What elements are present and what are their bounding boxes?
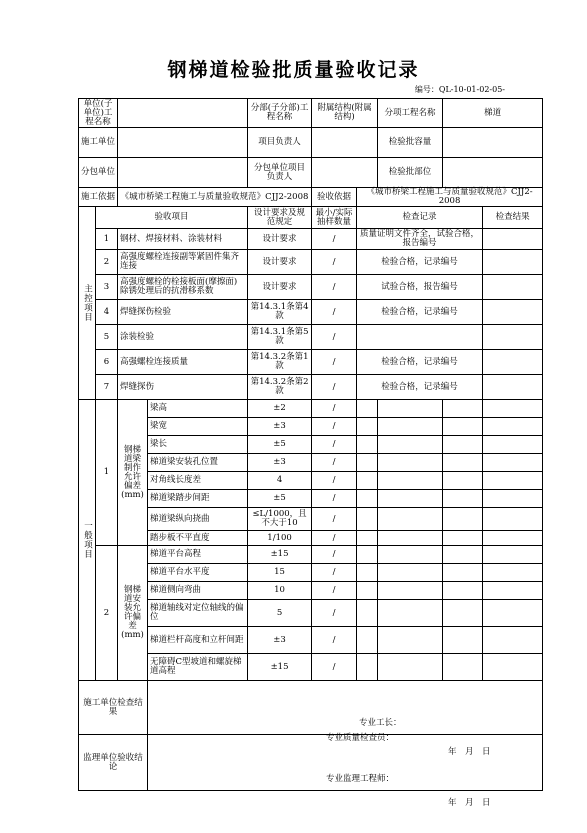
main-item-no: 3 <box>96 275 118 300</box>
main-item-row <box>79 275 543 300</box>
main-item-req: 设计要求 <box>248 275 312 300</box>
document-code: 编号：QL-10-01-02-05- <box>414 85 505 94</box>
general-item-req: ±3 <box>248 418 312 436</box>
general-item-result[interactable] <box>483 436 543 454</box>
general-item-sample[interactable]: / <box>312 400 357 418</box>
general-item-req: ±3 <box>248 454 312 472</box>
general-item-record-3[interactable] <box>443 531 483 546</box>
main-item-result[interactable] <box>483 250 543 275</box>
general-item-req: 10 <box>248 582 312 600</box>
foreman-label: 专业工长： <box>359 717 402 728</box>
general-item-req: 5 <box>248 600 312 627</box>
general-item-record-2[interactable] <box>378 418 443 436</box>
basis-label: 施工依据 <box>79 188 118 207</box>
general-item-record-1[interactable] <box>357 531 378 546</box>
general-item-req: 4 <box>248 472 312 490</box>
general-item-req: 1/100 <box>248 531 312 546</box>
main-item-record[interactable] <box>357 325 483 350</box>
general-item-record-1[interactable] <box>357 546 378 564</box>
main-item-name: 高强螺栓连接质量 <box>118 350 248 375</box>
subcontract-unit-label: 分包单位 <box>79 158 118 188</box>
general-item-record-3[interactable] <box>443 490 483 508</box>
header-row-2 <box>79 128 543 158</box>
general-item-record-3[interactable] <box>443 600 483 627</box>
unit-name-value[interactable] <box>118 99 248 128</box>
general-item-name: 梯道平台高程 <box>148 546 248 564</box>
general-item-name: 梯道平台水平度 <box>148 564 248 582</box>
supervision-row <box>79 735 543 791</box>
general-item-sample[interactable]: / <box>312 582 357 600</box>
group-1-no: 1 <box>96 400 118 546</box>
general-item-result[interactable] <box>483 600 543 627</box>
main-control-label: 主控项目 <box>79 207 96 400</box>
engineer-label: 专业监理工程师： <box>326 773 395 784</box>
general-item-record-2[interactable] <box>378 546 443 564</box>
main-item-row <box>79 375 543 400</box>
general-item-record-1[interactable] <box>357 508 378 531</box>
general-item-req: ±2 <box>248 400 312 418</box>
group-2-label: 钢梯道安装允许偏差(mm) <box>118 546 148 681</box>
col-sample-header: 最小/实际抽样数量 <box>312 207 357 229</box>
general-items-label: 一般项目 <box>79 400 96 681</box>
general-item-record-1[interactable] <box>357 627 378 654</box>
general-item-result[interactable] <box>483 546 543 564</box>
col-item-header: 验收项目 <box>96 207 248 229</box>
general-item-name: 梯道栏杆高度和立杆间距 <box>148 627 248 654</box>
main-item-name: 涂装检验 <box>118 325 248 350</box>
general-item-sample[interactable]: / <box>312 472 357 490</box>
main-item-row <box>79 229 543 250</box>
general-item-record-1[interactable] <box>357 436 378 454</box>
general-item-record-2[interactable] <box>378 564 443 582</box>
main-item-row <box>79 250 543 275</box>
project-manager-label: 项目负责人 <box>248 128 312 158</box>
project-manager-value[interactable] <box>312 128 378 158</box>
construction-result-label: 施工单位检查结果 <box>79 681 148 735</box>
main-item-row <box>79 325 543 350</box>
general-item-record-2[interactable] <box>378 600 443 627</box>
main-item-row <box>79 350 543 375</box>
general-row <box>79 600 543 627</box>
general-item-record-3[interactable] <box>443 400 483 418</box>
general-item-sample[interactable]: / <box>312 654 357 681</box>
general-row <box>79 436 543 454</box>
acceptance-value: 《城市桥梁工程施工与质量验收规范》CJJ2-2008 <box>357 188 543 207</box>
general-item-record-2[interactable] <box>378 531 443 546</box>
general-item-req: ±5 <box>248 490 312 508</box>
batch-location-value[interactable] <box>443 158 543 188</box>
general-item-result[interactable] <box>483 418 543 436</box>
general-item-record-1[interactable] <box>357 472 378 490</box>
general-item-sample[interactable]: / <box>312 627 357 654</box>
main-item-record[interactable]: 试验合格，报告编号 <box>357 275 483 300</box>
general-item-req: ±15 <box>248 654 312 681</box>
main-item-no: 1 <box>96 229 118 250</box>
general-item-name: 无障碍C型坡道和螺旋梯道高程 <box>148 654 248 681</box>
general-row <box>79 627 543 654</box>
main-item-sample[interactable]: / <box>312 229 357 250</box>
general-item-record-3[interactable] <box>443 454 483 472</box>
main-item-record[interactable]: 质量证明文件齐全，试验合格，报告编号 <box>357 229 483 250</box>
general-item-result[interactable] <box>483 490 543 508</box>
general-item-record-2[interactable] <box>378 400 443 418</box>
general-row <box>79 472 543 490</box>
subcontract-manager-label: 分包单位项目负责人 <box>248 158 312 188</box>
supervision-label: 监理单位验收结论 <box>79 735 148 791</box>
main-item-name: 高强度螺栓的栓接板面(摩擦面)除锈处理后的抗滑移系数 <box>118 275 248 300</box>
general-item-record-2[interactable] <box>378 436 443 454</box>
supervision-date: 年 月 日 <box>448 797 491 808</box>
general-item-record-3[interactable] <box>443 654 483 681</box>
general-item-sample[interactable]: / <box>312 531 357 546</box>
general-item-record-1[interactable] <box>357 490 378 508</box>
main-item-no: 5 <box>96 325 118 350</box>
general-item-record-1[interactable] <box>357 654 378 681</box>
main-item-req: 第14.3.2条第1款 <box>248 350 312 375</box>
group-1-label: 钢梯道梁制作允许偏差(mm) <box>118 400 148 546</box>
general-item-record-1[interactable] <box>357 400 378 418</box>
general-item-record-2[interactable] <box>378 472 443 490</box>
group-2-no: 2 <box>96 546 118 681</box>
general-item-record-1[interactable] <box>357 600 378 627</box>
general-item-name: 梯道梁踏步间距 <box>148 490 248 508</box>
subcontract-manager-value[interactable] <box>312 158 378 188</box>
general-item-req: 15 <box>248 564 312 582</box>
general-item-record-3[interactable] <box>443 472 483 490</box>
general-row <box>79 454 543 472</box>
general-item-name: 梁宽 <box>148 418 248 436</box>
general-item-record-3[interactable] <box>443 582 483 600</box>
general-item-name: 踏步板不平直度 <box>148 531 248 546</box>
main-item-sample[interactable]: / <box>312 250 357 275</box>
construction-unit-label: 施工单位 <box>79 128 118 158</box>
header-row-1 <box>79 99 543 128</box>
general-item-record-3[interactable] <box>443 418 483 436</box>
main-item-req: 设计要求 <box>248 250 312 275</box>
general-item-result[interactable] <box>483 531 543 546</box>
construction-result-area[interactable] <box>148 681 543 757</box>
acceptance-label: 验收依据 <box>312 188 357 207</box>
sub-project-value[interactable]: 附属结构(附属结构) <box>312 99 378 128</box>
general-item-record-2[interactable] <box>378 582 443 600</box>
general-item-record-2[interactable] <box>378 627 443 654</box>
subcontract-unit-value[interactable] <box>118 158 248 188</box>
main-item-name: 焊缝探伤检验 <box>118 300 248 325</box>
general-item-result[interactable] <box>483 508 543 531</box>
general-item-sample[interactable]: / <box>312 418 357 436</box>
main-item-record[interactable]: 检验合格，记录编号 <box>357 300 483 325</box>
main-item-result[interactable] <box>483 300 543 325</box>
general-item-result[interactable] <box>483 582 543 600</box>
general-item-req: ≤L/1000，且不大于10 <box>248 508 312 531</box>
main-item-name: 钢材、焊接材料、涂装材料 <box>118 229 248 250</box>
general-row <box>79 508 543 531</box>
main-item-record[interactable]: 检验合格，记录编号 <box>357 350 483 375</box>
header-row-3 <box>79 158 543 188</box>
general-row <box>79 531 543 546</box>
batch-capacity-value[interactable] <box>443 128 543 158</box>
item-project-value[interactable]: 梯道 <box>443 99 543 128</box>
general-item-sample[interactable]: / <box>312 508 357 531</box>
general-item-sample[interactable]: / <box>312 546 357 564</box>
construction-result-row <box>79 681 543 735</box>
general-item-record-3[interactable] <box>443 508 483 531</box>
general-row <box>79 490 543 508</box>
main-item-req: 第14.3.1条第4款 <box>248 300 312 325</box>
general-item-sample[interactable]: / <box>312 436 357 454</box>
main-item-row <box>79 300 543 325</box>
main-item-req: 设计要求 <box>248 229 312 250</box>
item-project-label: 分项工程名称 <box>378 99 443 128</box>
general-row <box>79 654 543 681</box>
general-item-result[interactable] <box>483 654 543 681</box>
main-item-result[interactable] <box>483 325 543 350</box>
general-item-name: 梯道梁安装孔位置 <box>148 454 248 472</box>
general-item-sample[interactable]: / <box>312 454 357 472</box>
general-item-name: 梯道轴线对定位轴线的偏位 <box>148 600 248 627</box>
general-item-record-1[interactable] <box>357 418 378 436</box>
general-item-record-1[interactable] <box>357 454 378 472</box>
main-item-name: 高强度螺栓连接副等紧固件集齐连接 <box>118 250 248 275</box>
page-title: 钢梯道检验批质量验收记录 <box>167 59 420 81</box>
basis-value: 《城市桥梁工程施工与质量验收规范》CJJ2-2008 <box>118 188 312 207</box>
general-item-name: 梁高 <box>148 400 248 418</box>
main-item-req: 第14.3.1条第5款 <box>248 325 312 350</box>
general-item-name: 梁长 <box>148 436 248 454</box>
main-item-no: 4 <box>96 300 118 325</box>
general-item-record-3[interactable] <box>443 627 483 654</box>
general-item-req: ±5 <box>248 436 312 454</box>
construction-unit-value[interactable] <box>118 128 248 158</box>
general-row <box>79 564 543 582</box>
main-item-sample[interactable]: / <box>312 300 357 325</box>
main-item-result[interactable] <box>483 350 543 375</box>
main-item-no: 6 <box>96 350 118 375</box>
main-item-result[interactable] <box>483 229 543 250</box>
general-item-sample[interactable]: / <box>312 490 357 508</box>
main-item-record[interactable]: 检验合格，记录编号 <box>357 375 483 400</box>
main-item-result[interactable] <box>483 275 543 300</box>
general-item-result[interactable] <box>483 454 543 472</box>
general-item-record-3[interactable] <box>443 436 483 454</box>
general-row <box>79 546 543 564</box>
main-item-no: 7 <box>96 375 118 400</box>
general-item-record-3[interactable] <box>443 546 483 564</box>
supervision-area[interactable] <box>148 732 543 808</box>
general-row <box>79 582 543 600</box>
main-item-sample[interactable]: / <box>312 325 357 350</box>
general-item-req: ±15 <box>248 546 312 564</box>
main-item-name: 焊缝探伤 <box>118 375 248 400</box>
column-header-row <box>79 207 543 229</box>
main-item-sample[interactable]: / <box>312 350 357 375</box>
unit-name-label: 单位(子单位)工程名称 <box>79 99 118 128</box>
general-item-name: 对角线长度差 <box>148 472 248 490</box>
main-item-no: 2 <box>96 250 118 275</box>
general-item-record-1[interactable] <box>357 564 378 582</box>
general-item-name: 梯道侧向弯曲 <box>148 582 248 600</box>
general-row <box>79 418 543 436</box>
main-item-sample[interactable]: / <box>312 375 357 400</box>
general-item-sample[interactable]: / <box>312 600 357 627</box>
general-item-result[interactable] <box>483 564 543 582</box>
general-item-sample[interactable]: / <box>312 564 357 582</box>
main-item-result[interactable] <box>483 375 543 400</box>
general-item-record-2[interactable] <box>378 508 443 531</box>
general-item-result[interactable] <box>483 400 543 418</box>
general-item-record-2[interactable] <box>378 490 443 508</box>
inspection-table <box>78 98 543 808</box>
general-item-req: ±3 <box>248 627 312 654</box>
construction-date: 年 月 日 <box>448 746 491 757</box>
batch-location-label: 检验批部位 <box>378 158 443 188</box>
general-row <box>79 400 543 418</box>
general-item-result[interactable] <box>483 472 543 490</box>
main-item-req: 第14.3.2条第2款 <box>248 375 312 400</box>
main-item-sample[interactable]: / <box>312 275 357 300</box>
general-item-result[interactable] <box>483 627 543 654</box>
sub-project-label: 分部(子分部)工程名称 <box>248 99 312 128</box>
general-item-record-3[interactable] <box>443 564 483 582</box>
col-record-header: 检查记录 <box>357 207 483 229</box>
header-row-4 <box>79 188 543 207</box>
general-item-record-2[interactable] <box>378 454 443 472</box>
main-item-record[interactable]: 检验合格，记录编号 <box>357 250 483 275</box>
general-item-name: 梯道梁纵向挠曲 <box>148 508 248 531</box>
batch-capacity-label: 检验批容量 <box>378 128 443 158</box>
inspector-label: 专业质量检查员： <box>326 732 395 743</box>
general-item-record-1[interactable] <box>357 582 378 600</box>
col-design-header: 设计要求及规范规定 <box>248 207 312 229</box>
general-item-record-2[interactable] <box>378 654 443 681</box>
col-result-header: 检查结果 <box>483 207 543 229</box>
